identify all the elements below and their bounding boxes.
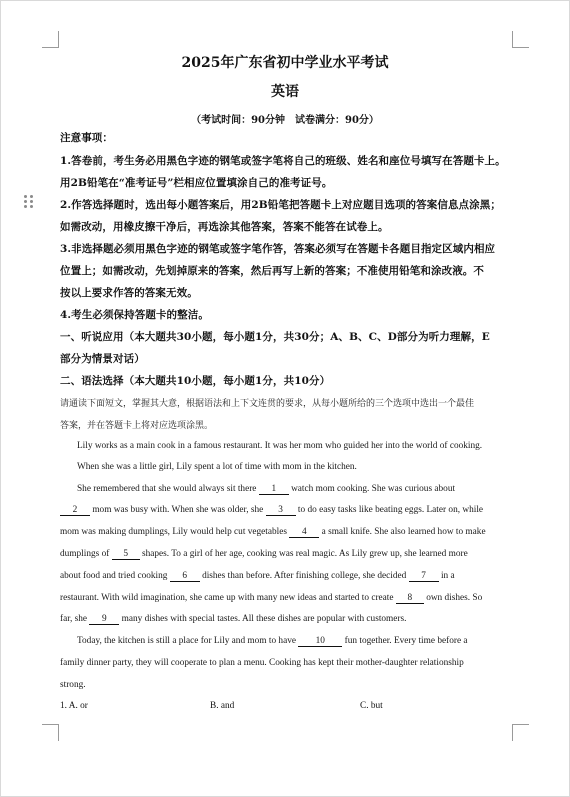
blank-8: 8 <box>396 593 424 604</box>
question1-option-c: C. but <box>360 701 383 711</box>
passage-text: mom was making dumplings, Lily would help cut vegetables <box>60 527 287 537</box>
note-line: 3.非选择题必须用黑色字迹的钢笔或签字笔作答，答案必须写在答题卡各题目指定区域内相应 <box>60 243 496 255</box>
note-line: 用2B铅笔在“准考证号”栏相应位置填涂自己的准考证号。 <box>60 177 333 189</box>
passage-line <box>77 484 455 495</box>
exam-info: （考试时间：90分钟 试卷满分：90分） <box>191 115 379 126</box>
passage-line <box>60 505 483 516</box>
margin-corner-top-right <box>512 31 529 48</box>
note-line: 位置上；如需改动，先划掉原来的答案，然后再写上新的答案；不准使用铅笔和涂改液。不 <box>60 265 484 277</box>
passage-line <box>60 593 482 604</box>
blank-3: 3 <box>266 505 296 516</box>
margin-corner-top-left <box>42 31 59 48</box>
section2-instructions: 请通读下面短文，掌握其大意，根据语法和上下文连贯的要求，从每小题所给的三个选项中选出一个最佳 <box>60 399 475 409</box>
passage-text: shapes. To a girl of her age, cooking was real magic. As Lily grew up, she learned more <box>141 549 468 559</box>
passage-text: far, she <box>60 614 87 624</box>
section1-heading: 一、听说应用（本大题共30小题，每小题1分，共30分；A、B、C、D部分为听力理解，E <box>60 331 490 343</box>
passage-line <box>60 527 486 538</box>
blank-4: 4 <box>289 527 319 538</box>
passage-text: fun together. Every time before a <box>344 636 468 646</box>
section1-heading-cont: 部分为情景对话） <box>60 353 145 365</box>
passage-text: restaurant. With wild imagination, she came up with many new ideas and started to create <box>60 593 394 603</box>
note-line: 2.作答选择题时，选出每小题答案后，用2B铅笔把答题卡上对应题目选项的答案信息点涂黑； <box>60 199 501 211</box>
passage-line: strong. <box>60 680 86 690</box>
passage-text: She remembered that she would always sit there <box>77 484 257 494</box>
blank-6: 6 <box>170 571 200 582</box>
section2-heading: 二、语法选择（本大题共10小题，每小题1分，共10分） <box>60 375 331 387</box>
passage-text: to do easy tasks like beating eggs. Later on, while <box>297 505 484 515</box>
exam-title: 2025年广东省初中学业水平考试 <box>181 55 389 71</box>
passage-text: dishes than before. After finishing college, she decided <box>202 571 407 581</box>
passage-line: Lily works as a main cook in a famous restaurant. It was her mom who guided her into the world of cooking. <box>77 441 483 451</box>
blank-10: 10 <box>298 636 342 647</box>
passage-text: mom was busy with. When she was older, she <box>92 505 264 515</box>
passage-text: in a <box>440 571 455 581</box>
blank-9: 9 <box>89 614 119 625</box>
passage-line <box>60 614 406 625</box>
passage-text: about food and tried cooking <box>60 571 168 581</box>
blank-5: 5 <box>112 549 140 560</box>
blank-1: 1 <box>259 484 289 495</box>
passage-line: family dinner party, they will cooperate to plan a menu. Cooking has kept their mother-daughter relationship <box>60 658 464 668</box>
section2-instructions-cont: 答案，并在答题卡上将对应选项涂黑。 <box>60 421 214 431</box>
question1-option-b: B. and <box>210 701 235 711</box>
notes-heading: 注意事项： <box>60 132 113 144</box>
passage-line <box>60 571 455 582</box>
passage-line <box>77 636 468 647</box>
note-line: 如需改动，用橡皮擦干净后，再选涂其他答案，答案不能答在试卷上。 <box>60 221 389 233</box>
passage-text: own dishes. So <box>426 593 483 603</box>
note-line: 4.考生必须保持答题卡的整洁。 <box>60 309 209 321</box>
blank-7: 7 <box>409 571 439 582</box>
passage-text: Today, the kitchen is still a place for Lily and mom to have <box>77 636 296 646</box>
margin-corner-bottom-left <box>42 724 59 741</box>
passage-line <box>60 549 468 560</box>
passage-text: dumplings of <box>60 549 110 559</box>
passage-line: When she was a little girl, Lily spent a lot of time with mom in the kitchen. <box>77 462 357 472</box>
margin-corner-bottom-right <box>512 724 529 741</box>
drag-handle-icon[interactable] <box>24 195 34 209</box>
passage-text: many dishes with special tastes. All these dishes are popular with customers. <box>121 614 407 624</box>
note-line: 按以上要求作答的答案无效。 <box>60 287 198 299</box>
note-line: 1.答卷前，考生务必用黑色字迹的钢笔或签字笔将自己的班级、姓名和座位号填写在答题卡上。 <box>60 155 506 167</box>
exam-subject: 英语 <box>271 84 299 100</box>
blank-2: 2 <box>60 505 90 516</box>
passage-text: watch mom cooking. She was curious about <box>291 484 456 494</box>
question1-option-a: 1. A. or <box>60 701 88 711</box>
passage-text: a small knife. She also learned how to make <box>321 527 486 537</box>
